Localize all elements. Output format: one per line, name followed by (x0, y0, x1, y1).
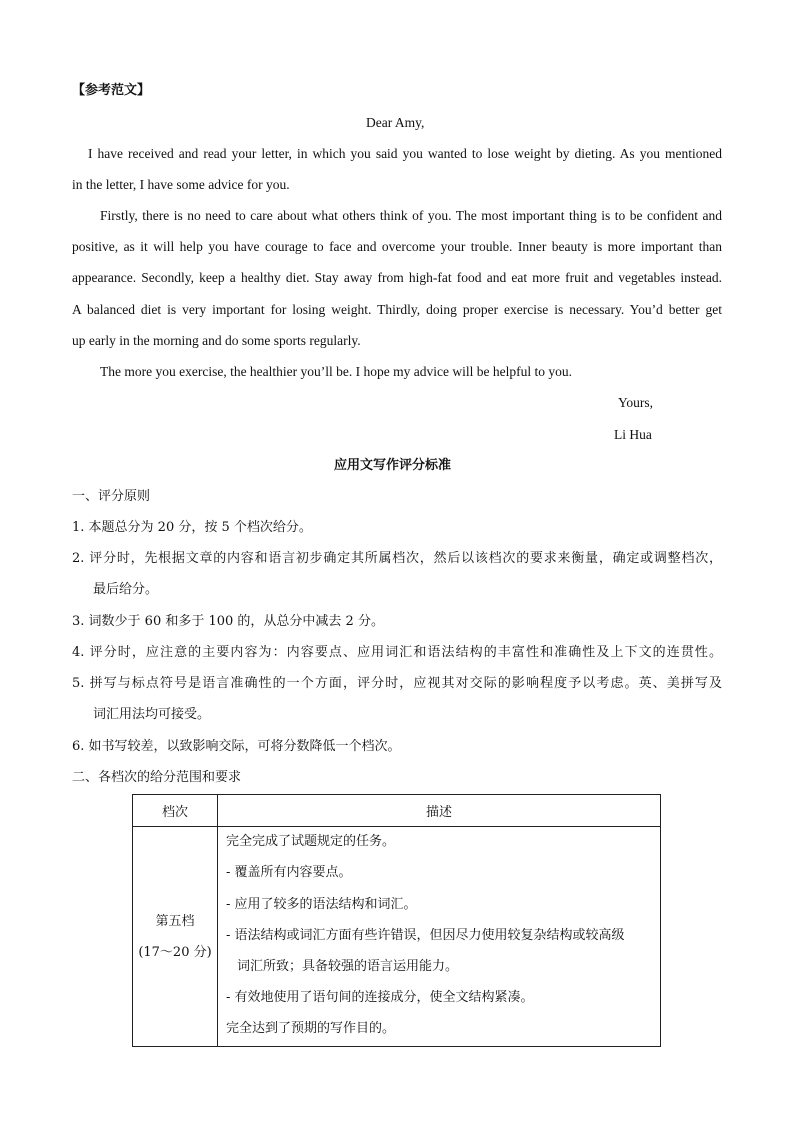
letter-line: up early in the morning and do some sports regularly. (72, 333, 361, 348)
letter-line: positive, as it will help you have courage to face and overcome your trouble. Inner beauty is more important than (72, 239, 722, 254)
table-header-description: 描述 (218, 795, 661, 827)
letter-closing: Yours, (618, 395, 654, 410)
grade-label: 第五档 (155, 913, 195, 929)
description-line: - 覆盖所有内容要点。 (226, 865, 352, 880)
rule-item: 4. 评分时，应注意的主要内容为：内容要点、应用词汇和语法结构的丰富性和准确性及上下文的连贯性。 (72, 645, 722, 660)
rule-item: 2. 评分时，先根据文章的内容和语言初步确定其所属档次，然后以该档次的要求来衡量，确定或调整档次， (72, 551, 722, 566)
reference-heading: 【参考范文】 (72, 83, 151, 98)
rule-item: 5. 拼写与标点符号是语言准确性的一个方面，评分时，应视其对交际的影响程度予以考虑。英、美拼写及 (72, 676, 722, 691)
letter-line: in the letter, I have some advice for you. (72, 177, 290, 192)
description-line: 词汇所致；具备较强的语言运用能力。 (237, 959, 459, 974)
letter-line: The more you exercise, the healthier you’ll be. I hope my advice will be helpful to you. (100, 364, 572, 379)
rule-item-continuation: 最后给分。 (93, 582, 159, 597)
description-line: - 有效地使用了语句间的连接成分，使全文结构紧凑。 (226, 990, 534, 1005)
grade-cell (133, 827, 218, 1047)
table-row (133, 827, 661, 1047)
table-header-row (133, 795, 661, 827)
rule-item: 1. 本题总分为 20 分，按 5 个档次给分。 (72, 520, 312, 535)
rule-item: 6. 如书写较差，以致影响交际，可将分数降低一个档次。 (72, 739, 401, 754)
description-line: 完全达到了预期的写作目的。 (226, 1021, 396, 1036)
letter-line: I have received and read your letter, in which you said you wanted to lose weight by dieting. As you mentioned (88, 146, 722, 161)
letter-greeting: Dear Amy, (366, 115, 425, 130)
criteria-title: 应用文写作评分标准 (334, 458, 452, 473)
description-line: - 应用了较多的语法结构和词汇。 (226, 897, 417, 912)
description-line: - 语法结构或词汇方面有些许错误，但因尽力使用较复杂结构或较高级 (226, 928, 625, 943)
description-cell (218, 827, 661, 1047)
rule-item-continuation: 词汇用法均可接受。 (93, 707, 211, 722)
letter-line: appearance. Secondly, keep a healthy diet. Stay away from high-fat food and eat more fruit and vegetables instead. (72, 270, 722, 285)
letter-line: A balanced diet is very important for losing weight. Thirdly, doing proper exercise is necessary. You’d better get (72, 302, 722, 317)
table-header-grade: 档次 (133, 795, 218, 827)
letter-line: Firstly, there is no need to care about what others think of you. The most important thing is to be confident and (100, 208, 722, 223)
letter-signature: Li Hua (614, 427, 652, 442)
section-heading: 一、评分原则 (72, 489, 151, 504)
description-line: 完全完成了试题规定的任务。 (226, 834, 396, 849)
grade-range: (17～20 分) (138, 944, 212, 960)
rule-item: 3. 词数少于 60 和多于 100 的，从总分中减去 2 分。 (72, 614, 384, 629)
section-heading: 二、各档次的给分范围和要求 (72, 770, 242, 785)
grading-table (132, 794, 661, 1047)
